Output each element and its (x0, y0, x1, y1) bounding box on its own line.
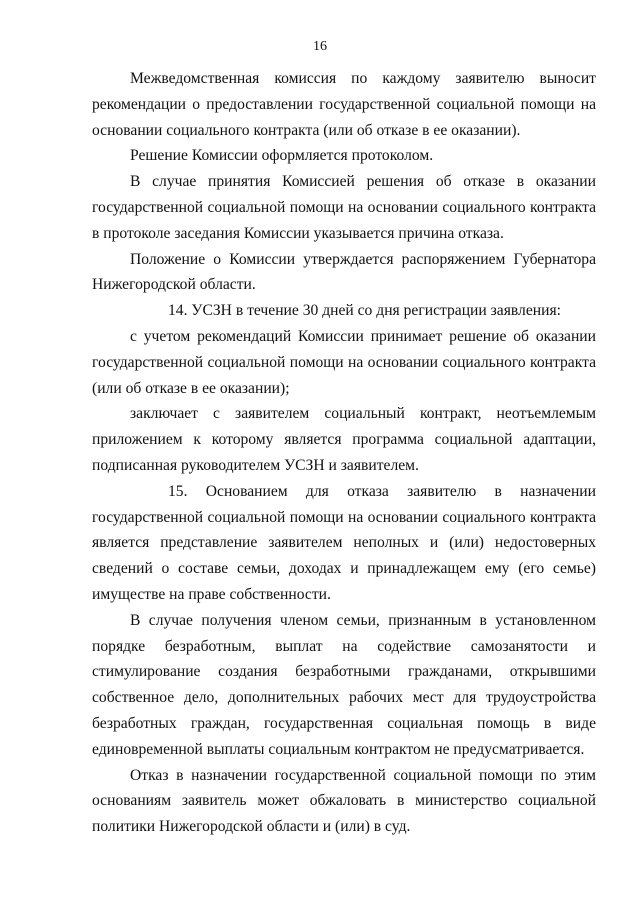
item-14 (92, 298, 596, 324)
paragraph-commission-regulation: Положение о Комиссии утверждается распоряжением Губернатора Нижегородской области. (92, 250, 596, 294)
item-15-sub-unemployed: В случае получения членом семьи, признанным в установленном порядке безработным, выплат на содействие самозанятости и стимулирование создания безработными гражданами, открывшими собственное дело, дополнительных рабочих мест для трудоустройства безработных граждан, государственная социальная помощь в виде единовременной выплаты социальным контрактом не предусматривается. (92, 611, 596, 758)
item-15-number: 15. (168, 482, 188, 500)
item-14-sub-contract: заключает с заявителем социальный контракт, неотъемлемым приложением к которому является программа социальной адаптации, подписанная руководителем УСЗН и заявителем. (92, 405, 596, 474)
paragraph-commission-protocol: Решение Комиссии оформляется протоколом. (130, 147, 434, 165)
item-15-text: Основанием для отказа заявителю в назначении государственной социальной помощи на основании социального контракта является представление заявителем неполных и (или) недостоверных сведений о составе семьи, доходах и принадлежащем ему (его семье) имуществе на праве собственности. (92, 482, 596, 603)
paragraph-commission-recommendation: Межведомственная комиссия по каждому заявителю выносит рекомендации о предоставлении государственной социальной помощи на основании социального контракта (или об отказе в ее оказании). (92, 70, 596, 139)
item-14-number: 14. (168, 302, 188, 320)
item-15 (92, 479, 596, 608)
item-14-sub-decision: с учетом рекомендаций Комиссии принимает решение об оказании государственной социальной помощи на основании социального контракта (или об отказе в ее оказании); (92, 327, 596, 397)
item-14-text: УСЗН в течение 30 дней со дня регистрации заявления: (191, 302, 561, 320)
document-body (92, 66, 596, 840)
item-15-sub-appeal: Отказ в назначении государственной социальной помощи по этим основаниям заявитель может обжаловать в министерство социальной политики Нижегородской области и (или) в суд. (92, 766, 596, 836)
paragraph-refusal-reason: В случае принятия Комиссией решения об отказе в оказании государственной социальной помощи на основании социального контракта в протоколе заседания Комиссии указывается причина отказа. (92, 173, 596, 242)
page-number: 16 (313, 39, 327, 54)
